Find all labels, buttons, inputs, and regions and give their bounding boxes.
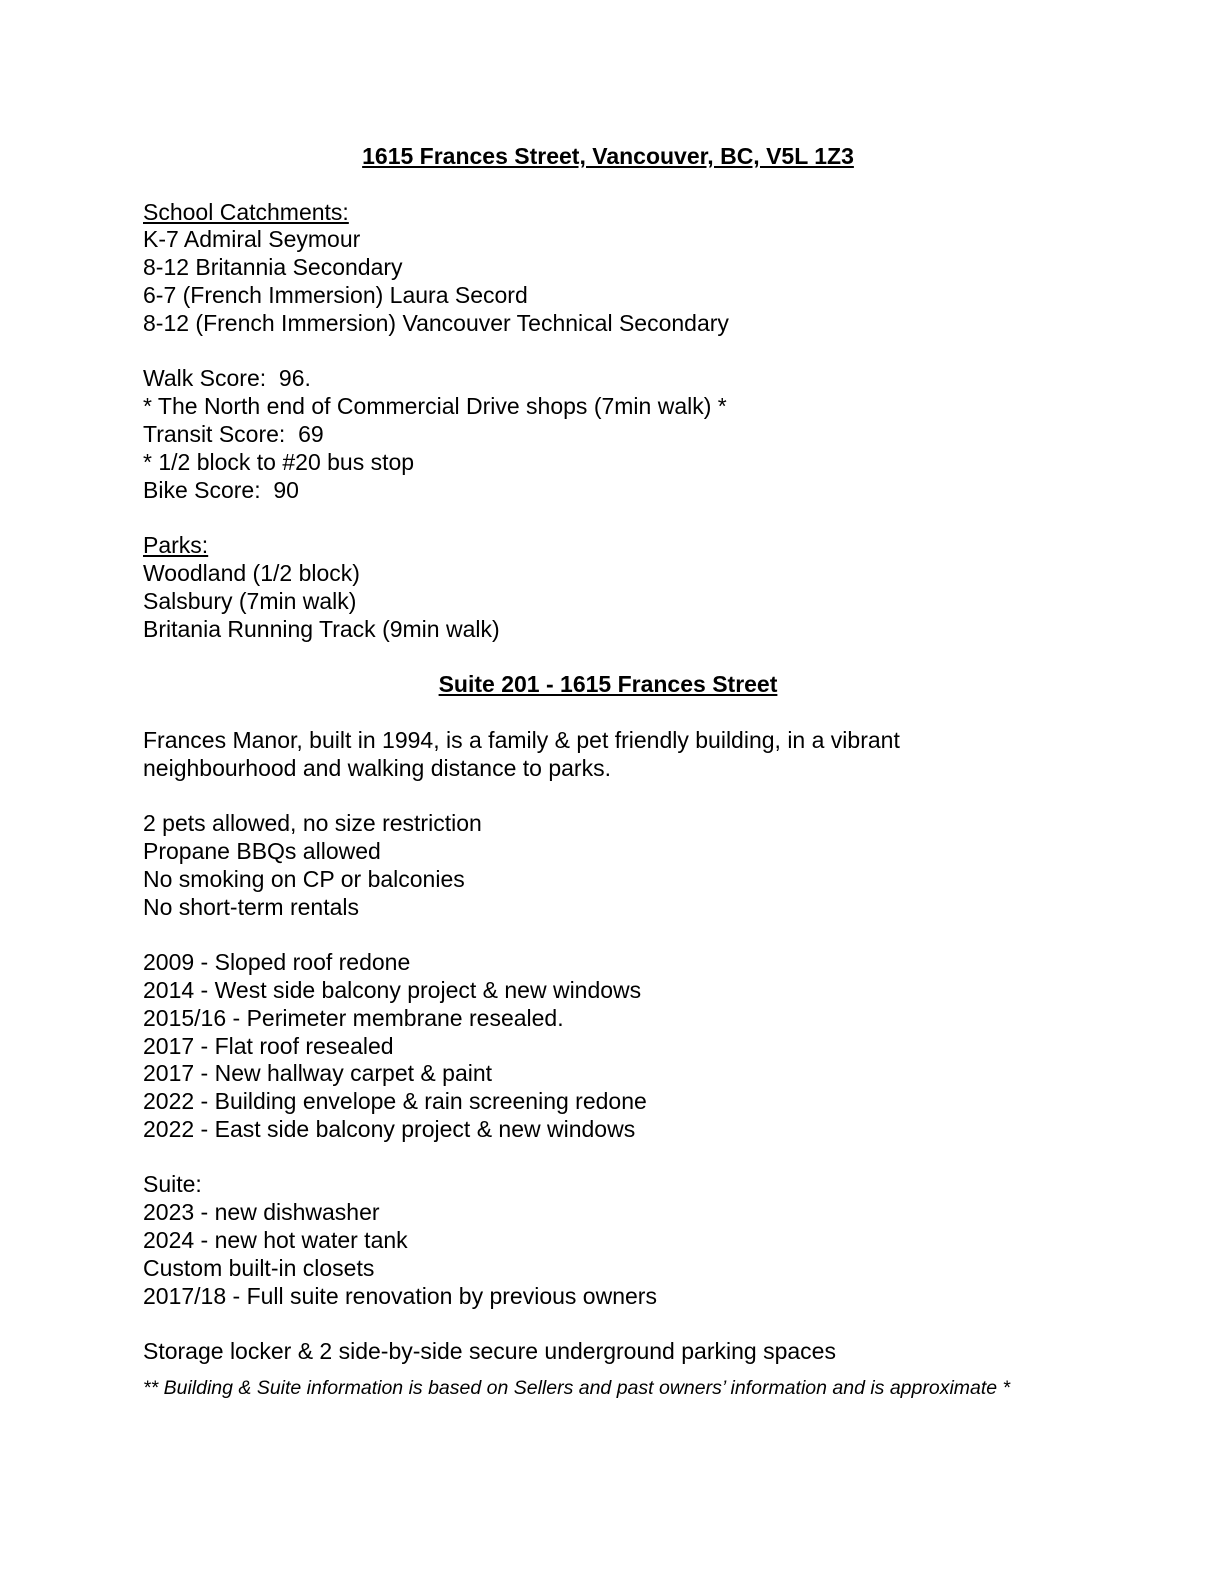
rule-item: 2 pets allowed, no size restriction <box>143 810 482 837</box>
spacer <box>143 643 1083 671</box>
spacer <box>143 504 1083 532</box>
spacer <box>143 921 1083 949</box>
walk-score: Walk Score: 96. <box>143 365 311 392</box>
history-item: 2009 - Sloped roof redone <box>143 949 411 976</box>
spacer <box>143 171 1083 199</box>
parks-section <box>143 532 1083 643</box>
rule-item: No short-term rentals <box>143 893 360 920</box>
building-rules-section <box>143 810 1083 921</box>
building-intro: Frances Manor, built in 1994, is a family & pet friendly building, in a vibrant neighbourhood and walking distance to parks. <box>143 726 900 781</box>
transit-score: Transit Score: 69 <box>143 420 324 447</box>
history-item: 2014 - West side balcony project & new windows <box>143 976 642 1003</box>
suite-section <box>143 1171 1083 1310</box>
suite-item: 2024 - new hot water tank <box>143 1227 408 1254</box>
suite-item: 2023 - new dishwasher <box>143 1199 380 1226</box>
disclaimer-footnote: ** Building & Suite information is based on Sellers and past owners’ information and is approximate * <box>143 1377 1011 1400</box>
history-item: 2022 - Building envelope & rain screening redone <box>143 1088 647 1115</box>
transit-score-note: * 1/2 block to #20 bus stop <box>143 448 415 475</box>
school-catchments-heading: School Catchments: <box>143 198 349 225</box>
school-item: 6-7 (French Immersion) Laura Secord <box>143 281 528 308</box>
suite-heading: Suite: <box>143 1171 202 1198</box>
rule-item: No smoking on CP or balconies <box>143 865 465 892</box>
school-item: 8-12 (French Immersion) Vancouver Technical Secondary <box>143 309 729 336</box>
suite-item: 2017/18 - Full suite renovation by previous owners <box>143 1282 657 1309</box>
history-item: 2022 - East side balcony project & new windows <box>143 1115 636 1142</box>
park-item: Britania Running Track (9min walk) <box>143 615 500 642</box>
spacer <box>143 1144 1083 1172</box>
parks-heading: Parks: <box>143 532 209 559</box>
document-page <box>143 143 1083 1420</box>
suite-title: Suite 201 - 1615 Frances Street <box>438 671 778 698</box>
rule-item: Propane BBQs allowed <box>143 837 381 864</box>
history-item: 2017 - Flat roof resealed <box>143 1032 394 1059</box>
suite-item: Custom built-in closets <box>143 1254 375 1281</box>
spacer <box>143 1310 1083 1338</box>
page-title: 1615 Frances Street, Vancouver, BC, V5L 1Z3 <box>362 143 854 169</box>
history-item: 2015/16 - Perimeter membrane resealed. <box>143 1004 564 1031</box>
walk-score-note: * The North end of Commercial Drive shops (7min walk) * <box>143 393 727 420</box>
park-item: Woodland (1/2 block) <box>143 559 360 586</box>
school-item: K-7 Admiral Seymour <box>143 226 361 253</box>
spacer <box>143 782 1083 810</box>
park-item: Salsbury (7min walk) <box>143 587 357 614</box>
school-item: 8-12 Britannia Secondary <box>143 254 403 281</box>
spacer <box>143 699 1083 727</box>
parking-storage-line: Storage locker & 2 side-by-side secure underground parking spaces <box>143 1338 836 1365</box>
building-history-section <box>143 949 1083 1144</box>
spacer <box>143 338 1083 366</box>
school-catchments-section <box>143 199 1083 338</box>
history-item: 2017 - New hallway carpet & paint <box>143 1060 493 1087</box>
scores-section <box>143 365 1083 504</box>
bike-score: Bike Score: 90 <box>143 476 299 503</box>
